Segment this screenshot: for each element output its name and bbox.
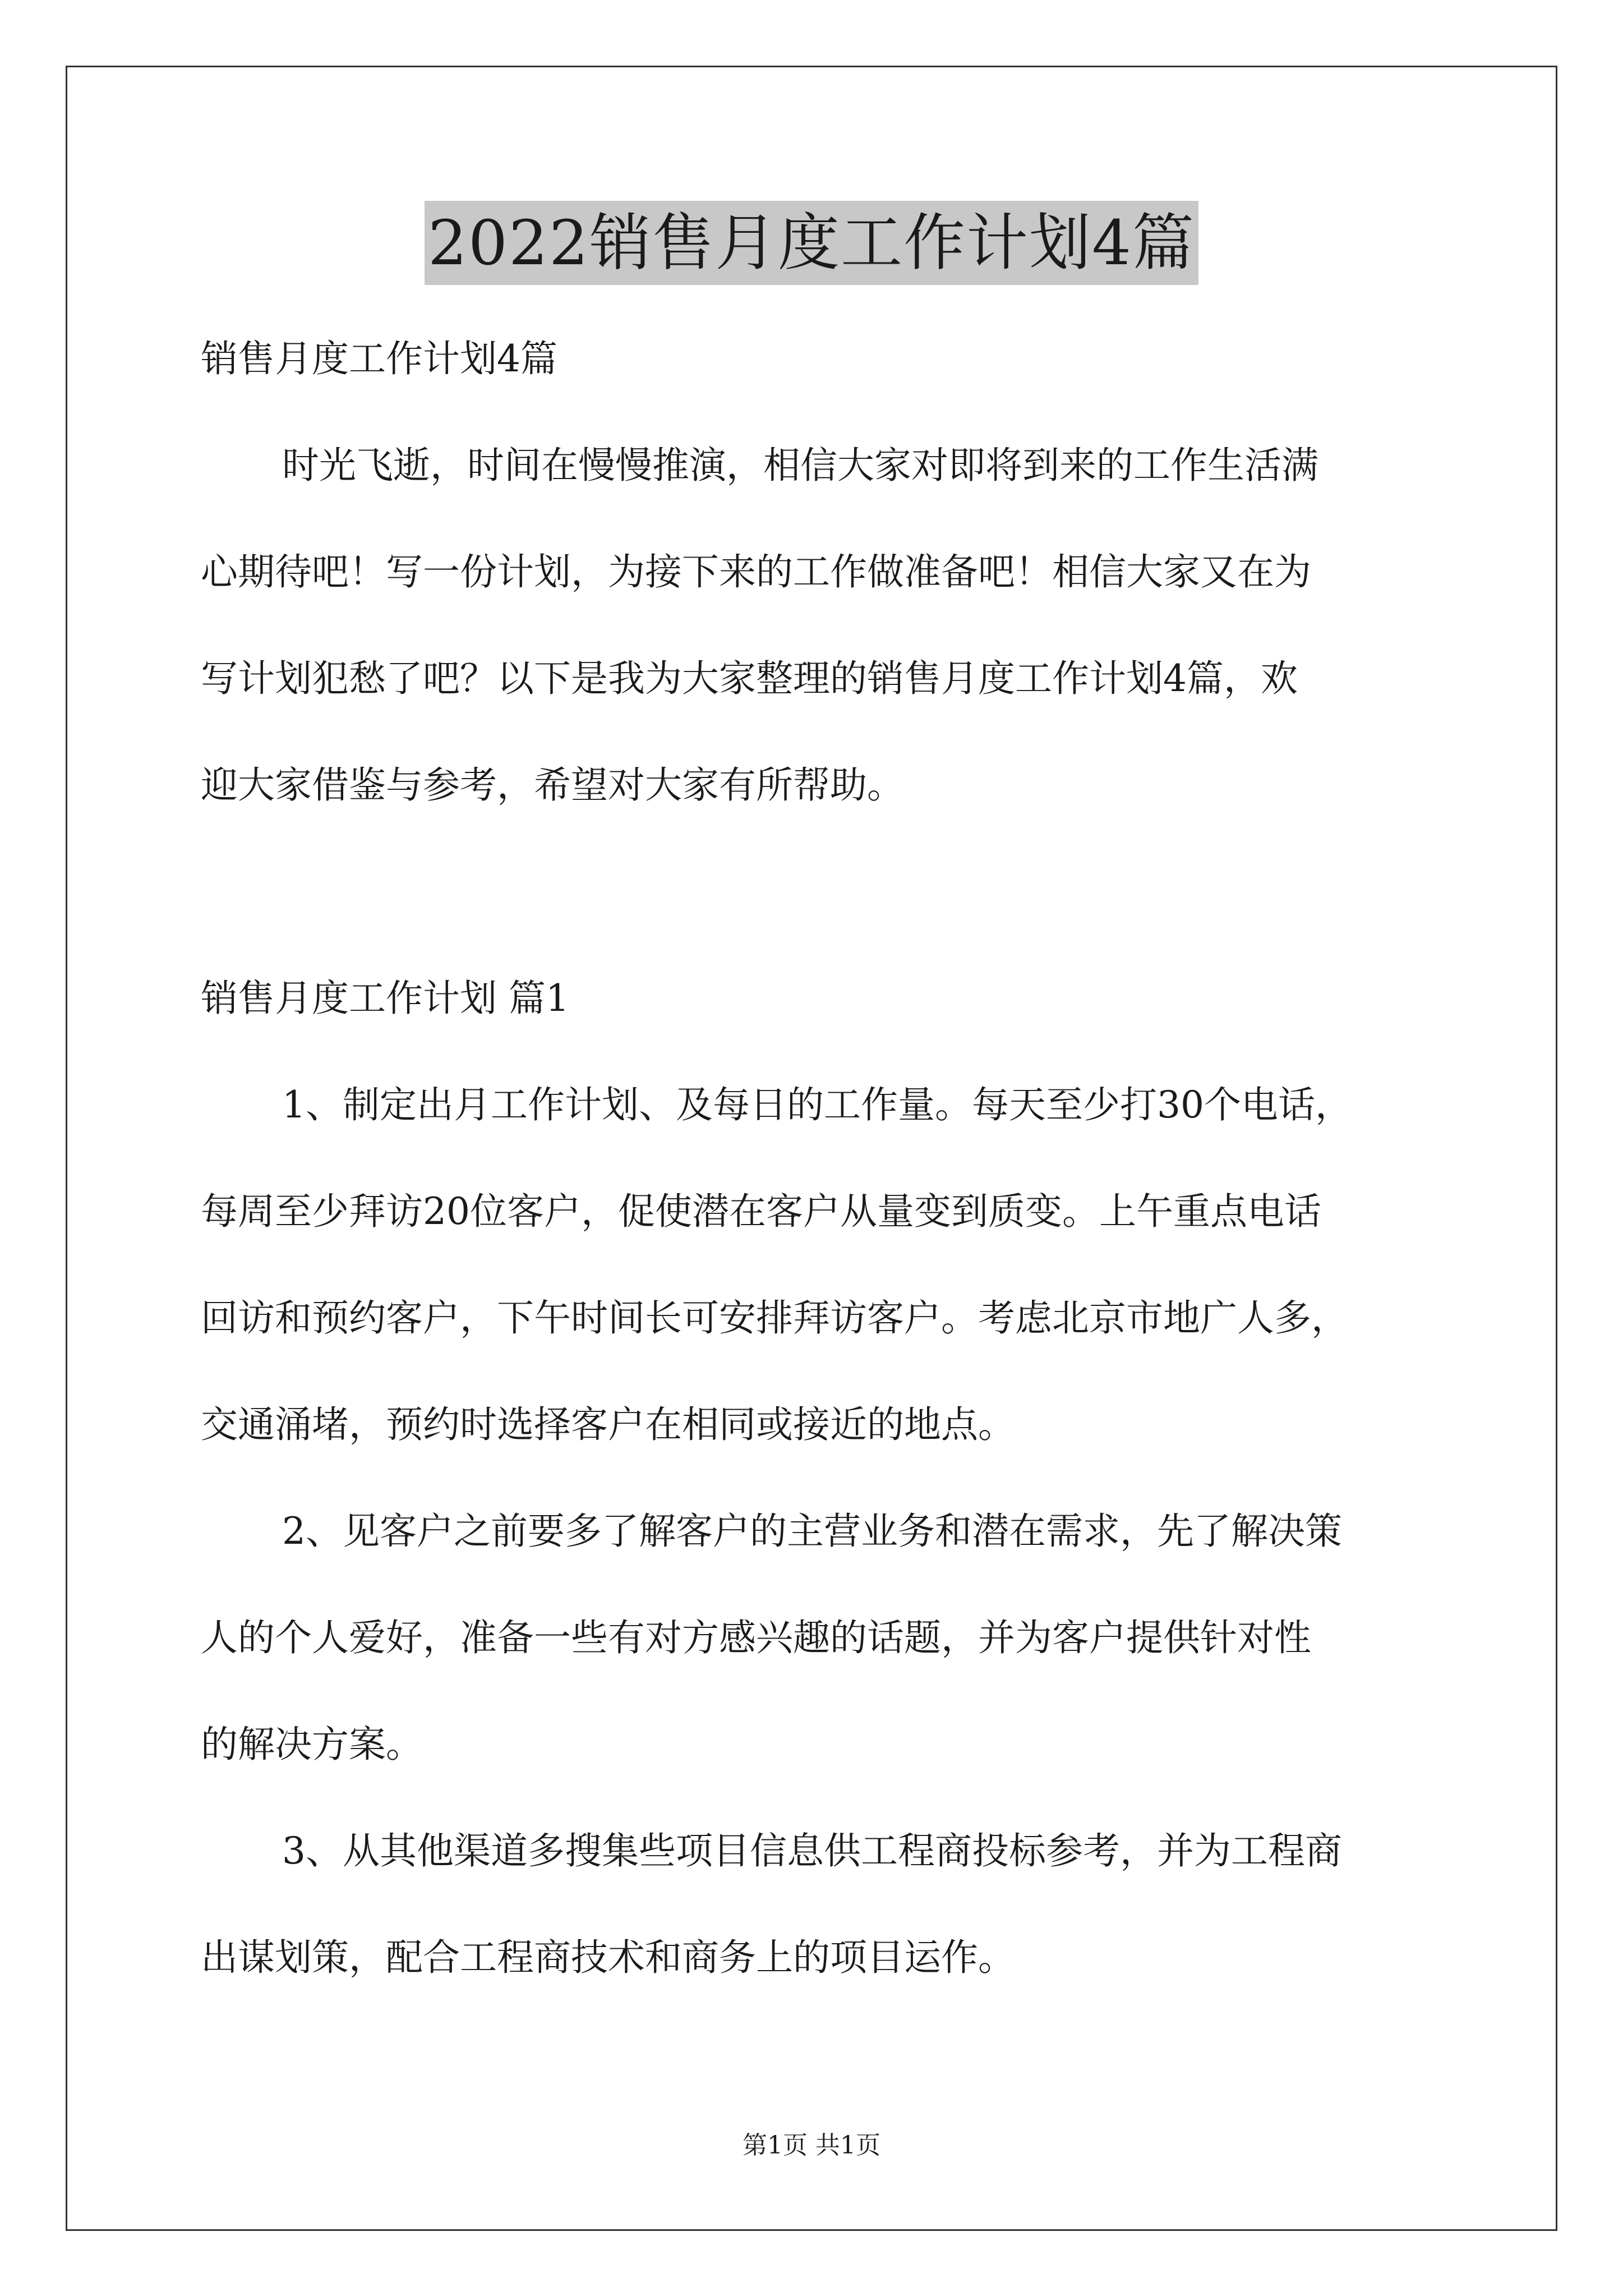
item2-line: 人的个人爱好，准备一些有对方感兴趣的话题，并为客户提供针对性 (201, 1616, 1311, 1659)
page-footer: 第1页 共1页 (743, 2131, 880, 2160)
intro-line: 迎大家借鉴与参考，希望对大家有所帮助。 (201, 763, 904, 807)
section-heading: 销售月度工作计划 篇1 (201, 977, 569, 1020)
paragraph-spacer (201, 839, 1468, 945)
document-title: 2022销售月度工作计划4篇 (425, 201, 1198, 285)
intro-line: 时光飞逝，时间在慢慢推演，相信大家对即将到来的工作生活满 (282, 444, 1318, 487)
item1-line: 回访和预约客户，下午时间长可安排拜访客户。考虑北京市地广人多， (201, 1296, 1348, 1340)
subtitle: 销售月度工作计划4篇 (201, 337, 557, 380)
item2-line: 2、见客户之前要多了解客户的主营业务和潜在需求，先了解决策 (282, 1510, 1342, 1553)
item1-line: 1、制定出月工作计划、及每日的工作量。每天至少打30个电话， (282, 1083, 1352, 1126)
intro-line: 心期待吧！写一份计划，为接下来的工作做准备吧！相信大家又在为 (201, 550, 1311, 593)
item1-line: 每周至少拜访20位客户，促使潜在客户从量变到质变。上午重点电话 (201, 1190, 1321, 1233)
item2-line: 的解决方案。 (201, 1723, 423, 1766)
document-body (201, 306, 1468, 2011)
title-container (0, 201, 1623, 285)
item1-line: 交通涌堵，预约时选择客户在相同或接近的地点。 (201, 1403, 1015, 1446)
intro-line: 写计划犯愁了吧？以下是我为大家整理的销售月度工作计划4篇，欢 (201, 657, 1298, 700)
item3-line: 3、从其他渠道多搜集些项目信息供工程商投标参考，并为工程商 (282, 1829, 1342, 1872)
item3-line: 出谋划策，配合工程商技术和商务上的项目运作。 (201, 1936, 1015, 1979)
